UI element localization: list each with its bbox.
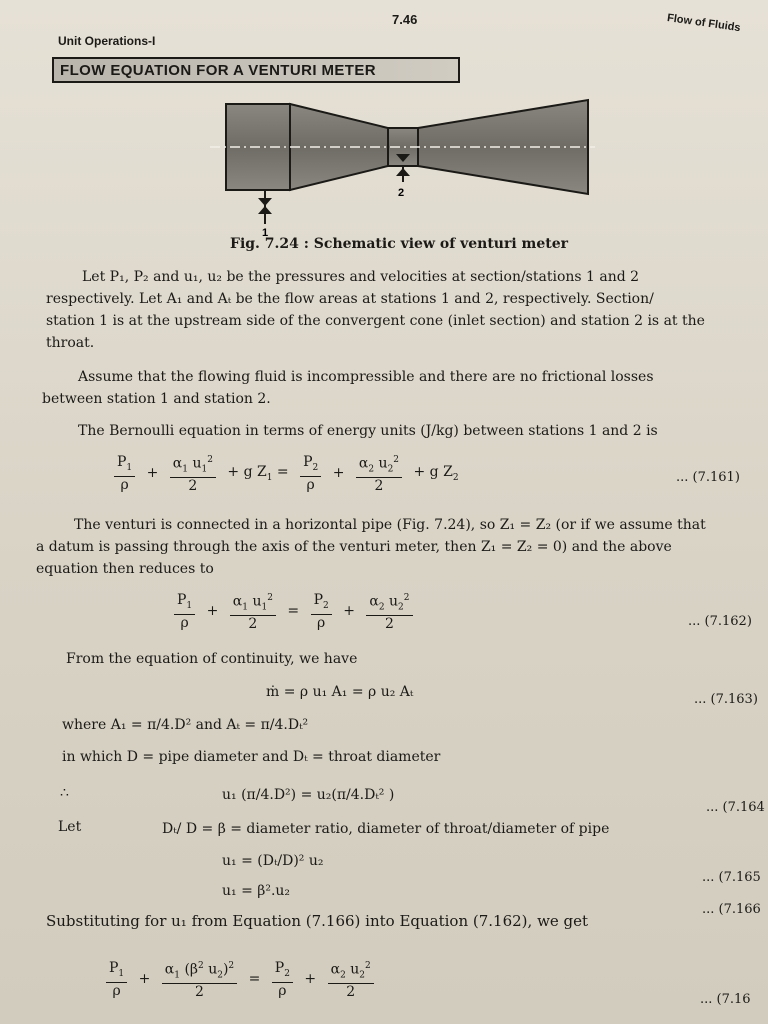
paragraph-line: station 1 is at the upstream side of the convergent cone (inlet section) and station 2 is at the	[46, 313, 705, 329]
equation-7-163: ṁ = ρ u₁ A₁ = ρ u₂ Aₜ	[266, 684, 414, 700]
running-header-book: Unit Operations-I	[58, 34, 156, 48]
equation-7-165-line-1: u₁ = (Dₜ/D)² u₂	[222, 853, 324, 869]
station-1-label: 1	[262, 227, 269, 236]
equation-number: ... (7.163)	[694, 692, 758, 707]
paragraph-line: Let P₁, P₂ and u₁, u₂ be the pressures and velocities at section/stations 1 and 2	[82, 269, 640, 285]
equation-7-167: $\frac{P_1}{\rho}$ + $\frac{\alpha_1 (\beta^2 u_2)^2}{2}$ = $\frac{P_2}{\rho}$ + $\frac{\alpha_2 u_2^2}{2}$	[104, 958, 376, 1000]
where-line: where A₁ = π/4.D² and Aₜ = π/4.Dₜ²	[62, 717, 309, 733]
paragraph-line: The venturi is connected in a horizontal pipe (Fig. 7.24), so Z₁ = Z₂ (or if we assume that	[74, 517, 706, 533]
station-2-label: 2	[398, 187, 405, 199]
equation-number: ... (7.164	[706, 800, 765, 815]
running-header-chapter: Flow of Fluids	[666, 12, 742, 35]
paragraph-line: respectively. Let A₁ and Aₜ be the flow areas at stations 1 and 2, respectively. Section/	[46, 291, 654, 307]
paragraph-line: From the equation of continuity, we have	[66, 651, 358, 667]
venturi-meter-figure	[180, 86, 600, 236]
paragraph-line: throat.	[46, 335, 95, 351]
equation-number: ... (7.161)	[676, 470, 740, 485]
equation-number: ... (7.162)	[688, 614, 752, 629]
paragraph-line: a datum is passing through the axis of the venturi meter, then Z₁ = Z₂ = 0) and the above	[36, 539, 672, 555]
section-title: FLOW EQUATION FOR A VENTURI METER	[52, 57, 460, 83]
paragraph-line: equation then reduces to	[36, 561, 214, 577]
equation-7-161: $\frac{P_1}{\rho}$ + $\frac{\alpha_1 u_1^2}{2}$ + g $Z_1$ = $\frac{P_2}{\rho}$ + $\frac{\alpha_2 u_2^2}{2}$ + g $Z_2$	[112, 452, 464, 494]
paragraph-line: The Bernoulli equation in terms of energy units (J/kg) between stations 1 and 2 is	[78, 423, 658, 439]
pressure-tap-station-1	[258, 190, 272, 224]
paragraph-line: Assume that the flowing fluid is incompressible and there are no frictional losses	[78, 369, 654, 385]
equation-7-164: u₁ (π/4.D²) = u₂(π/4.Dₜ² )	[222, 787, 395, 803]
figure-caption: Fig. 7.24 : Schematic view of venturi meter	[230, 236, 569, 252]
substituting-line: Substituting for u₁ from Equation (7.166) into Equation (7.162), we get	[46, 912, 589, 930]
page-number: 7.46	[392, 12, 418, 27]
divergent-cone	[418, 100, 588, 194]
equation-number: ... (7.165	[702, 870, 761, 885]
in-which-line: in which D = pipe diameter and Dₜ = throat diameter	[62, 749, 441, 765]
equation-7-162: $\frac{P_1}{\rho}$ + $\frac{\alpha_1 u_1^2}{2}$ = $\frac{P_2}{\rho}$ + $\frac{\alpha_2 u_2^2}{2}$	[172, 590, 415, 632]
let-label: Let	[58, 819, 82, 835]
equation-number: ... (7.166	[702, 902, 761, 917]
equation-7-166: u₁ = β².u₂	[222, 883, 291, 899]
equation-number: ... (7.16	[700, 992, 751, 1007]
paragraph-line: between station 1 and station 2.	[42, 391, 271, 407]
diameter-ratio-definition: Dₜ/ D = β = diameter ratio, diameter of throat/diameter of pipe	[162, 821, 610, 837]
therefore-symbol: ∴	[60, 785, 69, 801]
